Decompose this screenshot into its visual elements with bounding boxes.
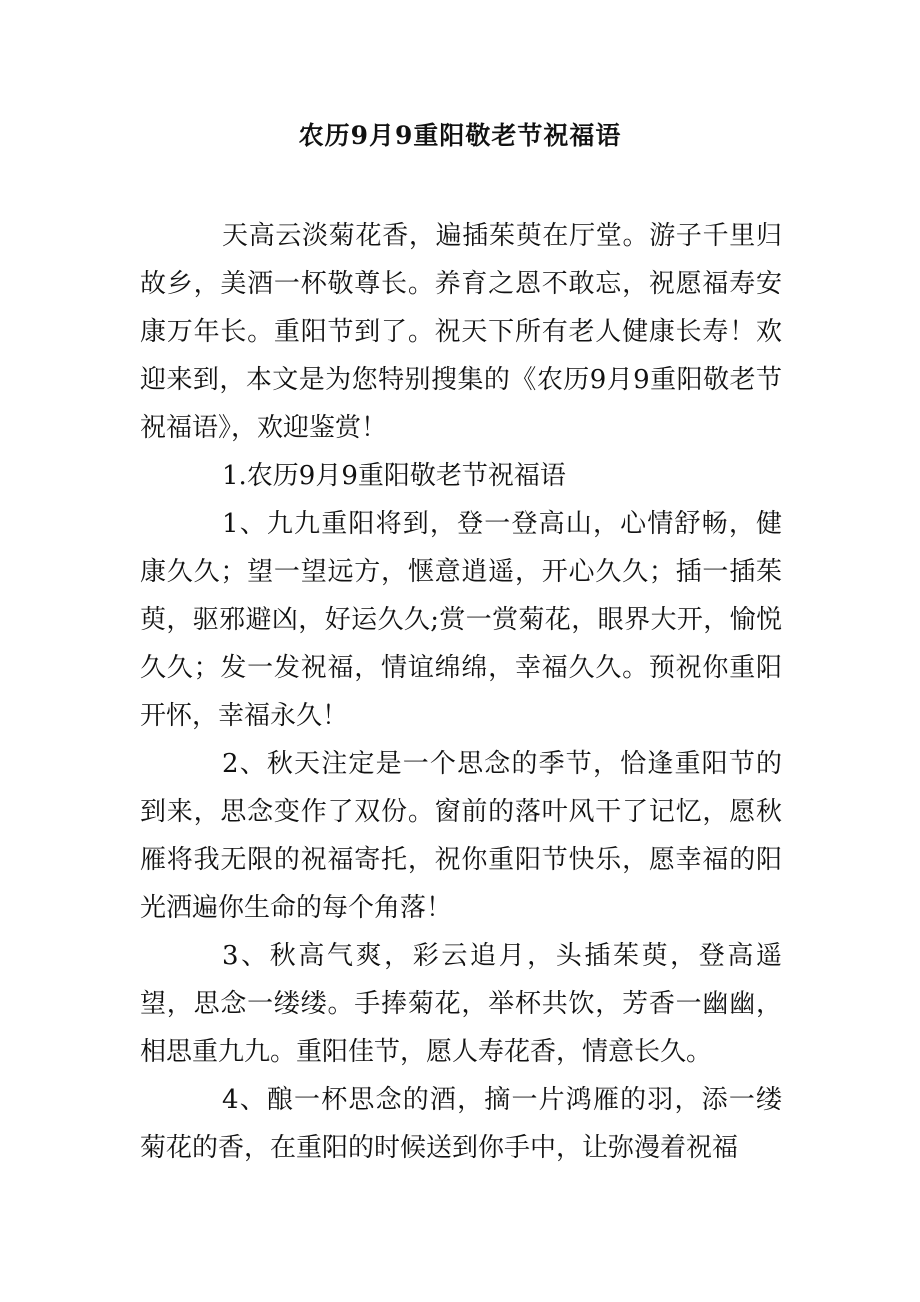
intro-paragraph: 天高云淡菊花香，遍插茱萸在厅堂。游子千里归故乡，美酒一杯敬尊长。养育之恩不敢忘，祝愿福寿安康万年长。重阳节到了。祝天下所有老人健康长寿！欢迎来到，本文是为您特别搜集的《农历9月9重阳敬老节祝福语》，欢迎鉴赏！ (140, 221, 782, 443)
document-body (140, 212, 782, 1172)
document-title: 农历9月9重阳敬老节祝福语 (298, 121, 622, 150)
greeting-item-4: 4、酿一杯思念的酒，摘一片鸿雁的羽，添一缕菊花的香，在重阳的时候送到你手中，让弥漫着祝福 (140, 1085, 782, 1163)
greeting-item-3: 3、秋高气爽，彩云追月，头插茱萸，登高遥望，思念一缕缕。手捧菊花，举杯共饮，芳香一幽幽，相思重九九。重阳佳节，愿人寿花香，情意长久。 (140, 941, 782, 1067)
greeting-item-1: 1、九九重阳将到，登一登高山，心情舒畅，健康久久；望一望远方，惬意逍遥，开心久久；插一插茱萸，驱邪避凶，好运久久;赏一赏菊花，眼界大开，愉悦久久；发一发祝福，情谊绵绵，幸福久久。预祝你重阳开怀，幸福永久！ (140, 509, 782, 731)
greeting-item-2: 2、秋天注定是一个思念的季节，恰逢重阳节的到来，思念变作了双份。窗前的落叶风干了记忆，愿秋雁将我无限的祝福寄托，祝你重阳节快乐，愿幸福的阳光洒遍你生命的每个角落！ (140, 749, 782, 923)
section-heading: 1.农历9月9重阳敬老节祝福语 (222, 461, 566, 491)
